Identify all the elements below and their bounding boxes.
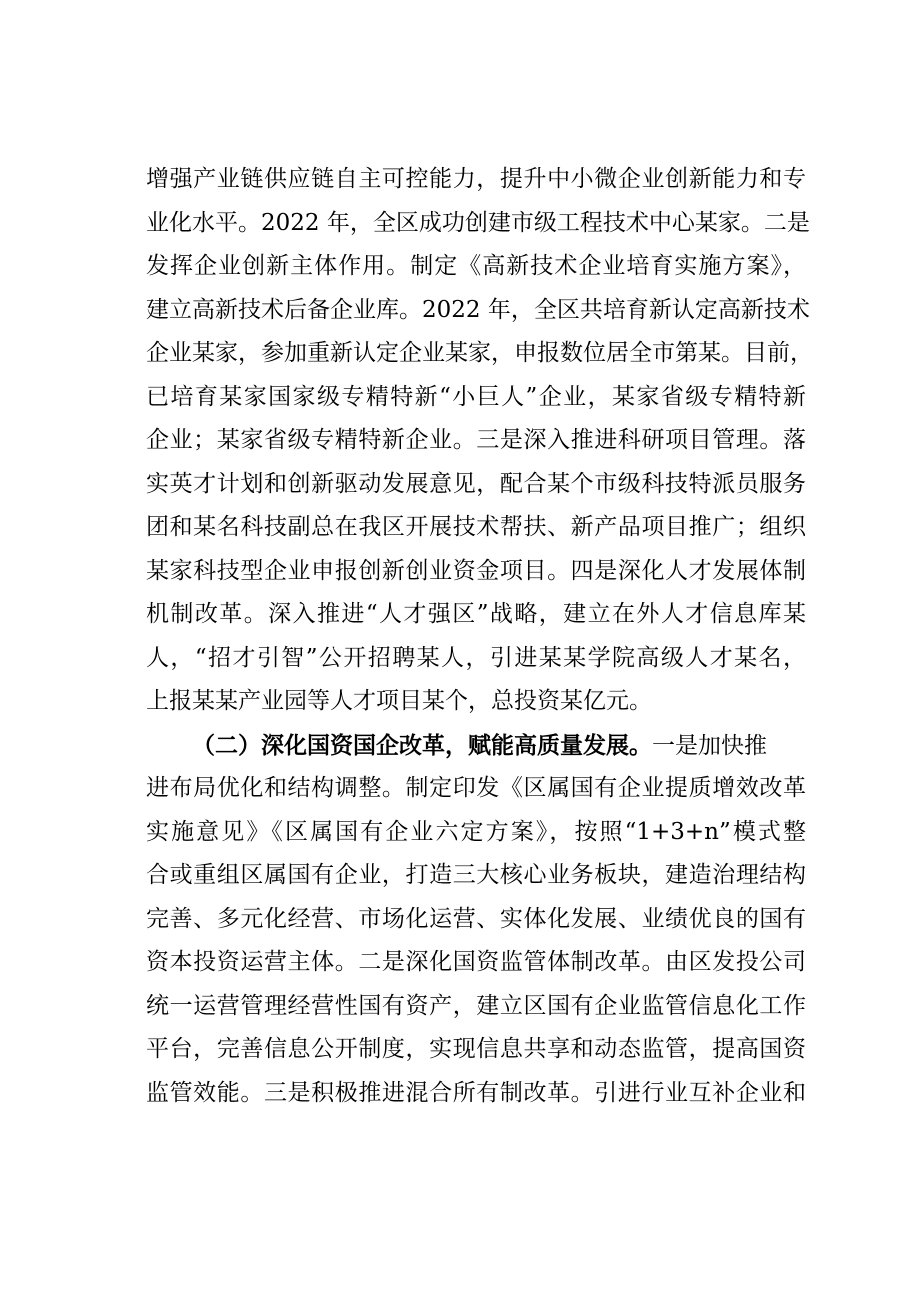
text-line: 监管效能。三是积极推进混合所有制改革。引进行业互补企业和 bbox=[146, 1079, 806, 1106]
text-line: 上报某某产业园等人才项目某个，总投资某亿元。 bbox=[146, 688, 652, 714]
section-heading: （二）深化国资国企改革，赋能高质量发展。 bbox=[192, 731, 652, 759]
text-line: 资本投资运营主体。二是深化国资监管体制改革。由区发投公司 bbox=[146, 949, 806, 975]
text-line: 实英才计划和创新驱动发展意见，配合某个市级科技特派员服务 bbox=[146, 470, 806, 497]
text-line: 完善、多元化经营、市场化运营、实体化发展、业绩优良的国有 bbox=[146, 905, 806, 932]
document-body bbox=[146, 158, 813, 1115]
text-line: 发挥企业创新主体作用。制定《高新技术企业培育实施方案》， bbox=[146, 253, 806, 279]
text-line: 建立高新技术后备企业库。2022 年，全区共培育新认定高新技术 bbox=[146, 296, 810, 323]
paragraph-1 bbox=[146, 158, 813, 724]
text-line: 人，“招才引智”公开招聘某人，引进某某学院高级人才某名， bbox=[146, 644, 806, 671]
text-line: 合或重组区属国有企业，打造三大核心业务板块，建造治理结构 bbox=[146, 862, 806, 888]
paragraph-2 bbox=[146, 724, 806, 1116]
text-line: 平台，完善信息公开制度，实现信息共享和动态监管，提高国资 bbox=[146, 1036, 806, 1062]
text-line: 企业；某家省级专精特新企业。三是深入推进科研项目管理。落 bbox=[146, 427, 806, 453]
text-line: 进布局优化和结构调整。制定印发《区属国有企业提质增效改革 bbox=[146, 775, 806, 801]
text-line: 某家科技型企业申报创新创业资金项目。四是深化人才发展体制 bbox=[146, 557, 806, 584]
text-line: 企业某家，参加重新认定企业某家，申报数位居全市第某。目前， bbox=[146, 340, 813, 366]
text-line: 统一运营管理经营性国有资产，建立区国有企业监管信息化工作 bbox=[146, 992, 806, 1019]
text-line: 机制改革。深入推进“人才强区”战略，建立在外人才信息库某 bbox=[146, 601, 806, 627]
text-line: 已培育某家国家级专精特新“小巨人”企业，某家省级专精特新 bbox=[146, 383, 806, 410]
heading-line-rest: 一是加快推 bbox=[652, 732, 767, 759]
text-line bbox=[146, 724, 806, 768]
text-line: 业化水平。2022 年，全区成功创建市级工程技术中心某家。二是 bbox=[146, 209, 810, 236]
text-line: 增强产业链供应链自主可控能力，提升中小微企业创新能力和专 bbox=[146, 166, 806, 192]
text-line: 实施意见》《区属国有企业六定方案》，按照“1+3+n”模式整 bbox=[146, 818, 806, 845]
text-line: 团和某名科技副总在我区开展技术帮扶、新产品项目推广；组织 bbox=[146, 514, 806, 540]
